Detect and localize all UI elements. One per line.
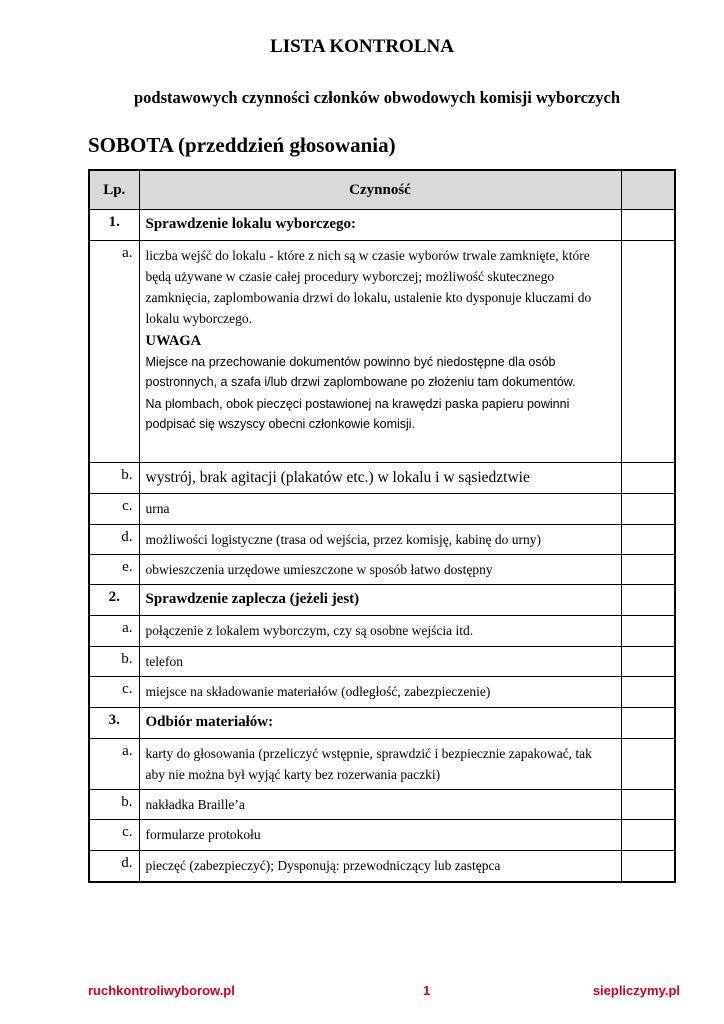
- item-text: połączenie z lokalem wyborczym, czy są osobne wejścia itd.: [139, 616, 621, 647]
- checkbox-cell[interactable]: [621, 616, 675, 647]
- checkbox-cell[interactable]: [621, 555, 675, 585]
- checkbox-cell[interactable]: [621, 463, 675, 494]
- checkbox-cell[interactable]: [621, 525, 675, 555]
- section-row: [89, 585, 675, 616]
- item-text: wystrój, brak agitacji (plakatów etc.) w lokalu i w sąsiedztwie: [139, 463, 621, 494]
- item-text: urna: [139, 494, 621, 525]
- table-row: [89, 820, 675, 851]
- footer-link-right[interactable]: siepliczymy.pl: [592, 983, 680, 998]
- item-text-cell: [139, 241, 621, 463]
- item-letter: b.: [89, 463, 139, 494]
- section-number: 1.: [89, 210, 139, 241]
- section-number: 2.: [89, 585, 139, 616]
- note-title: UWAGA: [145, 333, 202, 349]
- page-number: 1: [423, 983, 431, 998]
- day-heading: SOBOTA (przeddzień głosowania): [88, 133, 396, 157]
- note-text: Miejsce na przechowanie dokumentów powinno być niedostępne dla osób postronnych, a szafa i/lub drzwi zaplombowane po złożeniu tam dokumentów.: [145, 355, 576, 389]
- table-row: [89, 463, 675, 494]
- item-text: nakładka Braille’a: [139, 790, 621, 820]
- table-row: [89, 851, 675, 882]
- item-text: pieczęć (zabezpieczyć); Dysponują: przewodniczący lub zastępca: [139, 851, 621, 882]
- section-label: Sprawdzenie zaplecza (jeżeli jest): [139, 585, 621, 616]
- header-action: Czynność: [139, 170, 621, 210]
- table-row: [89, 616, 675, 647]
- checkbox-cell[interactable]: [621, 241, 675, 463]
- item-letter: b.: [89, 790, 139, 820]
- table-row: [89, 555, 675, 585]
- header-lp: Lp.: [89, 170, 139, 210]
- checkbox-cell[interactable]: [621, 820, 675, 851]
- checkbox-cell[interactable]: [621, 739, 675, 790]
- table-row: [89, 790, 675, 820]
- table-header-row: [89, 170, 675, 210]
- checkbox-cell[interactable]: [621, 708, 675, 739]
- item-letter: a.: [89, 739, 139, 790]
- table-row: [89, 647, 675, 677]
- item-letter: a.: [89, 241, 139, 463]
- document-subtitle: podstawowych czynności członków obwodowych komisji wyborczych: [133, 88, 620, 107]
- section-number: 3.: [89, 708, 139, 739]
- item-text: liczba wejść do lokalu - które z nich są w czasie wyborów trwale zamknięte, które będą używane w czasie całej procedury wyborczej; możliwość skutecznego zamknięcia, zaplombowania drzwi do lokalu, ustalenie kto dysponuje kluczami do lokalu wyborczego.: [145, 248, 592, 326]
- document-title: LISTA KONTROLNA: [270, 36, 454, 57]
- item-text: obwieszczenia urzędowe umieszczone w sposób łatwo dostępny: [139, 555, 621, 585]
- table-row: [89, 241, 675, 463]
- section-row: [89, 210, 675, 241]
- item-text: miejsce na składowanie materiałów (odległość, zabezpieczenie): [139, 677, 621, 708]
- item-letter: c.: [89, 820, 139, 851]
- item-text: możliwości logistyczne (trasa od wejścia, przez komisję, kabinę do urny): [139, 525, 621, 555]
- item-letter: e.: [89, 555, 139, 585]
- item-letter: d.: [89, 851, 139, 882]
- item-letter: c.: [89, 677, 139, 708]
- table-row: [89, 494, 675, 525]
- item-letter: d.: [89, 525, 139, 555]
- item-text: telefon: [139, 647, 621, 677]
- checkbox-cell[interactable]: [621, 585, 675, 616]
- section-label: Odbiór materiałów:: [139, 708, 621, 739]
- item-text: formularze protokołu: [139, 820, 621, 851]
- checklist-table: [88, 169, 676, 883]
- item-letter: c.: [89, 494, 139, 525]
- item-letter: a.: [89, 616, 139, 647]
- item-letter: b.: [89, 647, 139, 677]
- checkbox-cell[interactable]: [621, 494, 675, 525]
- checkbox-cell[interactable]: [621, 677, 675, 708]
- checkbox-cell[interactable]: [621, 210, 675, 241]
- note-text: Na plombach, obok pieczęci postawionej na krawędzi paska papieru powinni podpisać się wszyscy obecni członkowie komisji.: [145, 397, 570, 431]
- checkbox-cell[interactable]: [621, 790, 675, 820]
- section-label: Sprawdzenie lokalu wyborczego:: [139, 210, 621, 241]
- table-row: [89, 525, 675, 555]
- header-check-column: [621, 170, 675, 210]
- item-text: karty do głosowania (przeliczyć wstępnie, sprawdzić i bezpiecznie zapakować, tak aby nie można był wyjąć karty bez rozerwania paczki): [139, 739, 621, 790]
- table-row: [89, 739, 675, 790]
- footer-link-left[interactable]: ruchkontroliwyborow.pl: [88, 983, 235, 998]
- checkbox-cell[interactable]: [621, 851, 675, 882]
- checkbox-cell[interactable]: [621, 647, 675, 677]
- table-row: [89, 677, 675, 708]
- section-row: [89, 708, 675, 739]
